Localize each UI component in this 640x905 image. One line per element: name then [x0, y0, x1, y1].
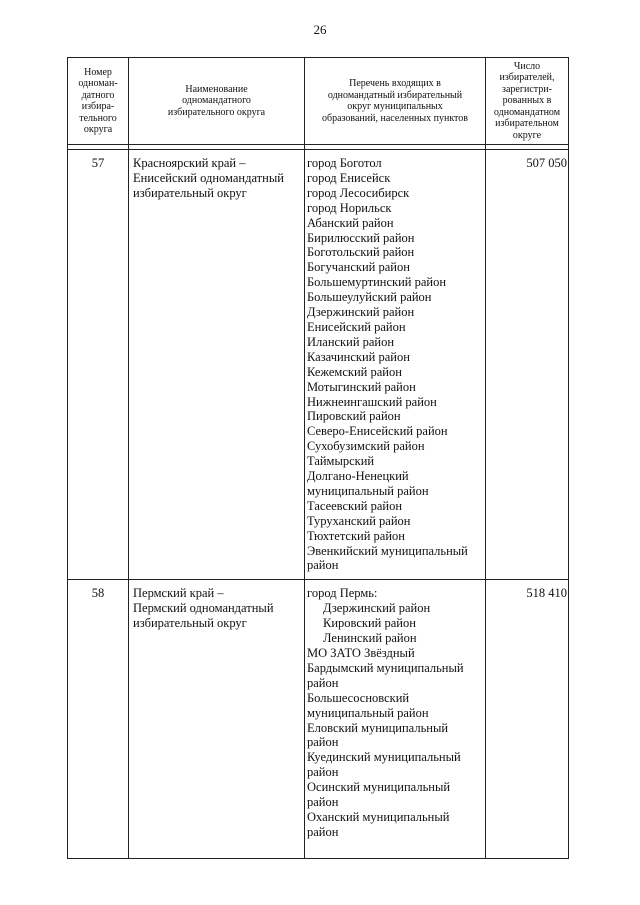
list-item: район [307, 558, 339, 573]
list-item: Большеулуйский район [307, 290, 432, 305]
table-row [68, 150, 569, 580]
district-areas-list [305, 150, 486, 580]
list-item: Боготольский район [307, 245, 415, 260]
list-item: Тасеевский район [307, 498, 403, 513]
header-name [129, 58, 305, 145]
table-row [68, 580, 569, 859]
text-line: образований, населенных пунктов [321, 112, 469, 124]
text-line: округе [512, 129, 542, 141]
list-item: город Лесосибирск [307, 185, 410, 200]
text-line: Наименование [185, 83, 248, 95]
list-item: Дзержинский район [307, 305, 415, 320]
list-item: Ленинский район [323, 631, 417, 646]
text-line: Перечень входящих в [349, 78, 441, 89]
header-number [68, 58, 129, 145]
district-name [129, 150, 305, 580]
list-item: Еловский муниципальный [307, 720, 449, 735]
list-item: муниципальный район [307, 483, 429, 498]
text-line: Номер [84, 66, 112, 78]
list-item: Нижнеингашский район [307, 394, 437, 409]
list-item: Большемуртинский район [307, 275, 447, 290]
list-item: Туруханский район [307, 513, 411, 528]
text-line: Красноярский край – [133, 156, 246, 170]
list-item: район [307, 765, 339, 780]
list-item: Абанский район [307, 215, 394, 230]
list-item: Северо-Енисейский район [307, 424, 448, 439]
page-number: 26 [313, 22, 327, 37]
list-item: город Енисейск [307, 170, 391, 185]
text-line: избирательный округ [133, 185, 247, 200]
list-item: Бирилюсский район [307, 230, 415, 245]
district-voters: 518 410 [486, 580, 569, 859]
list-item: город Норильск [307, 200, 392, 215]
list-item: Казачинский район [307, 349, 410, 364]
table-header-row [68, 58, 569, 145]
text-line: тельного [79, 112, 117, 124]
list-item: район [307, 675, 339, 690]
list-item: Эвенкийский муниципальный [307, 543, 468, 558]
list-item: Пировский район [307, 409, 401, 424]
text-line: избирательном [495, 118, 559, 130]
text-line: одномандатном [493, 106, 561, 118]
list-item: Богучанский район [307, 260, 410, 275]
list-item: Долгано-Ненецкий [307, 469, 409, 484]
text-line: Енисейский одномандатный [133, 170, 284, 185]
list-item: Мотыгинский район [307, 379, 416, 394]
district-voters: 507 050 [486, 150, 569, 580]
text-line: зарегистри- [502, 83, 552, 95]
text-line: одномандатный избирательный [327, 89, 463, 101]
text-line: избирательного округа [167, 106, 266, 118]
district-number: 58 [68, 580, 129, 859]
list-item: МО ЗАТО Звёздный [307, 646, 415, 660]
text-line: Пермский край – [133, 586, 224, 601]
text-line: одноман- [78, 78, 118, 89]
list-item: Дзержинский район [323, 601, 431, 616]
district-name [129, 580, 305, 859]
list-item: Таймырский [307, 454, 375, 469]
district-areas-list [305, 580, 486, 859]
text-line: округа [83, 124, 113, 135]
text-line: одномандатного [182, 95, 251, 107]
list-item: район [307, 735, 339, 750]
text-line: избирателей, [499, 72, 555, 84]
list-item: Сухобузимский район [307, 439, 425, 454]
list-item: Осинский муниципальный [307, 780, 451, 795]
list-item: город Пермь: [307, 586, 378, 601]
text-line: рованных в [502, 95, 552, 107]
header-voters [486, 58, 569, 145]
text-line: Пермский одномандатный [133, 601, 274, 616]
text-line: датного [81, 89, 115, 101]
list-item: Большесосновский [307, 690, 410, 705]
district-number: 57 [68, 150, 129, 580]
text-line: округ муниципальных [347, 101, 443, 112]
text-line: избирательный округ [133, 616, 247, 631]
list-item: Бардымский муниципальный [307, 660, 464, 675]
text-line: Число [513, 60, 541, 72]
list-item: район [307, 795, 339, 810]
text-line: избира- [81, 101, 115, 112]
list-item: Оханский муниципальный [307, 809, 450, 824]
list-item: Куединский муниципальный [307, 750, 461, 765]
districts-table [67, 57, 569, 859]
list-item: Кировский район [323, 616, 416, 631]
list-item: район [307, 824, 339, 839]
list-item: муниципальный район [307, 705, 429, 720]
list-item: Иланский район [307, 334, 395, 349]
list-item: Тюхтетский район [307, 528, 405, 543]
list-item: Кежемский район [307, 364, 402, 379]
list-item: Енисейский район [307, 319, 406, 334]
header-list [305, 58, 486, 145]
list-item: город Боготол [307, 156, 382, 170]
